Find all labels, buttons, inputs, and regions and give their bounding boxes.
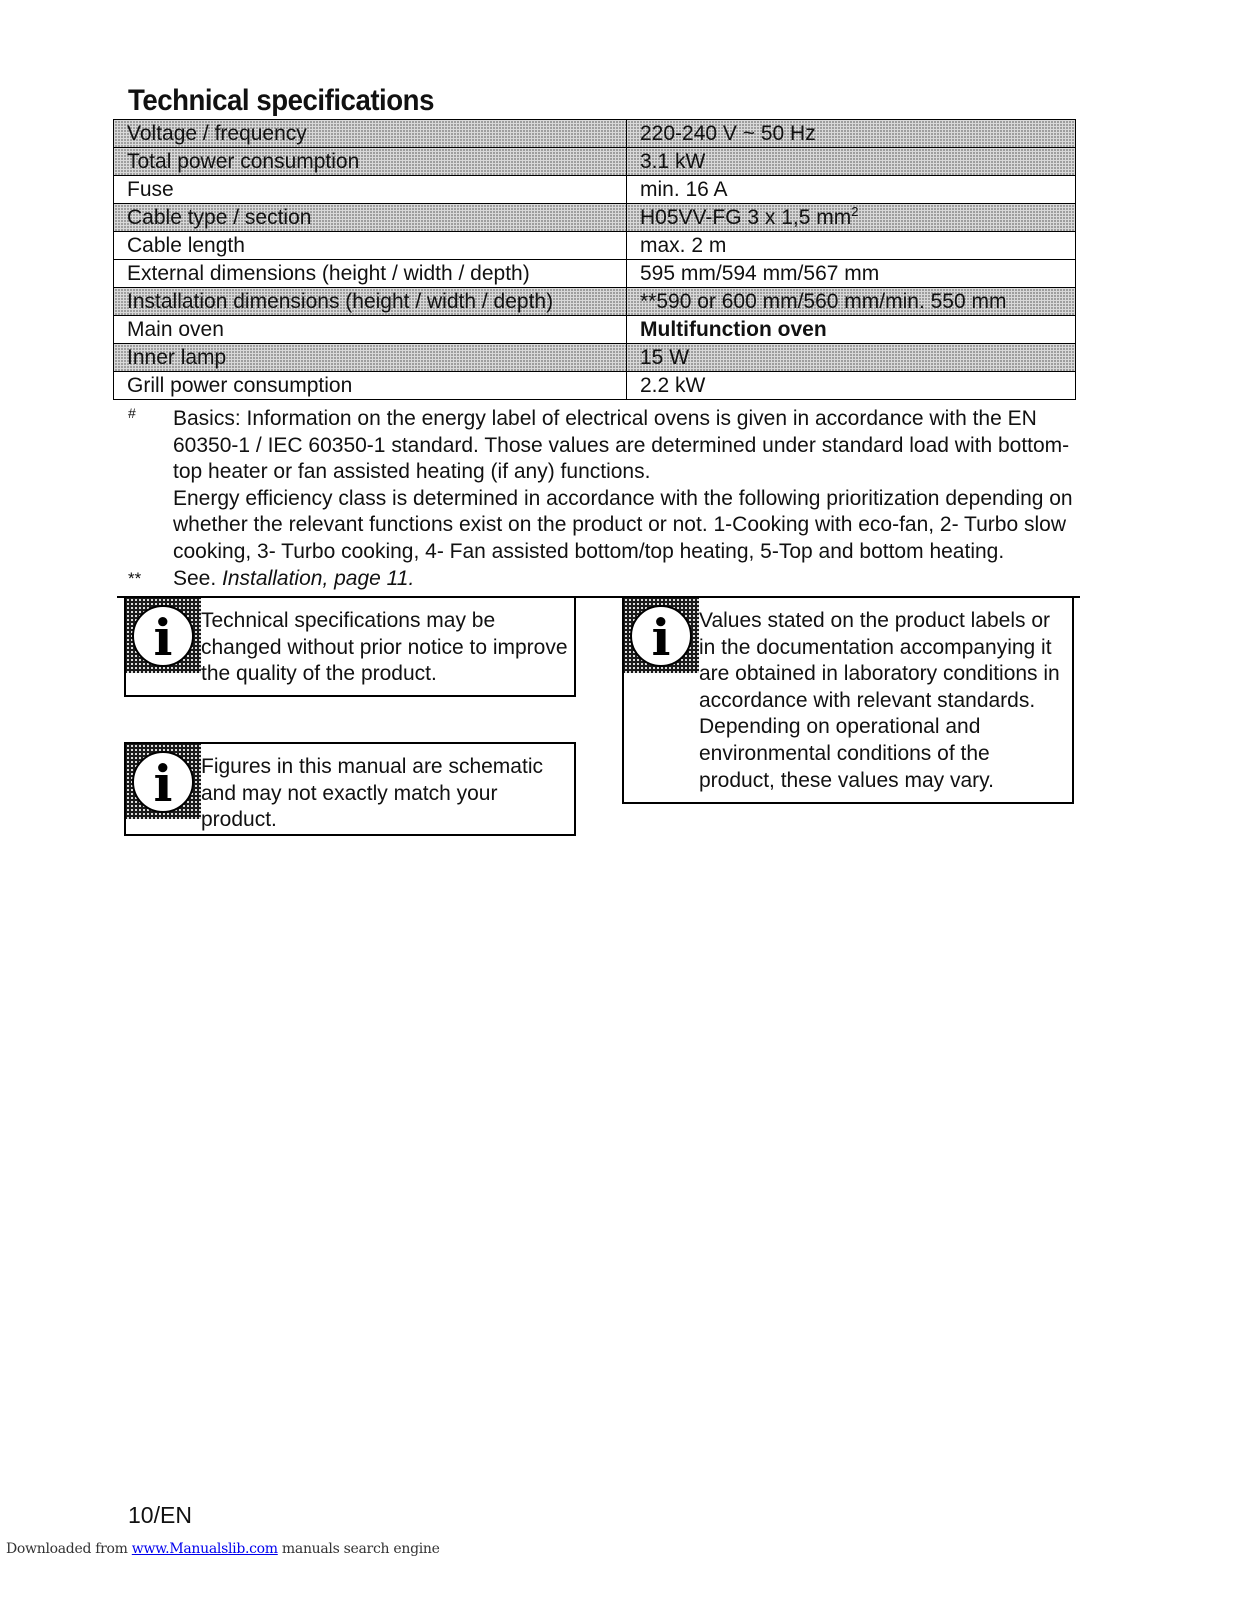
info-icon: i	[126, 598, 201, 673]
spec-label: Cable type / section	[114, 204, 627, 232]
footnote-star-prefix: See.	[173, 566, 223, 590]
superscript: 2	[851, 204, 859, 219]
info-box-text: Figures in this manual are schematic and may not exactly match your product.	[201, 755, 543, 832]
spec-row	[114, 232, 1076, 260]
download-footer	[6, 1541, 440, 1557]
info-box-text: Technical specifications may be changed without prior notice to improve the quality of the product.	[201, 609, 568, 686]
info-box-spec-changes	[124, 596, 576, 697]
info-box-text: Values stated on the product labels or in the documentation accompanying it are obtained in laboratory conditions in accordance with relevant standards. Depending on operational and environmental conditions of the product, these values may vary.	[699, 609, 1060, 792]
spec-row	[114, 372, 1076, 400]
spec-label: Grill power consumption	[114, 372, 627, 400]
spec-value: 3.1 kW	[627, 148, 1076, 176]
footnote-stars	[128, 566, 1078, 593]
spec-value: 2.2 kW	[627, 372, 1076, 400]
hash-mark: #	[128, 405, 136, 421]
spec-value: 595 mm/594 mm/567 mm	[627, 260, 1076, 288]
spec-value: **590 or 600 mm/560 mm/min. 550 mm	[627, 288, 1076, 316]
info-icon: i	[624, 598, 699, 673]
spec-value	[627, 204, 1076, 232]
spec-label: Cable length	[114, 232, 627, 260]
spec-row	[114, 288, 1076, 316]
spec-value: 220-240 V ~ 50 Hz	[627, 120, 1076, 148]
spec-label: Installation dimensions (height / width / depth)	[114, 288, 627, 316]
info-box-values	[622, 596, 1074, 804]
page-number: 10/EN	[128, 1502, 192, 1528]
star-mark: **	[128, 568, 142, 588]
spec-value: Multifunction oven	[627, 316, 1076, 344]
footnote-hash	[128, 406, 1078, 566]
spec-value: min. 16 A	[627, 176, 1076, 204]
spec-label: External dimensions (height / width / depth)	[114, 260, 627, 288]
spec-row	[114, 204, 1076, 232]
manualslib-link[interactable]: www.Manualslib.com	[131, 1541, 278, 1557]
footnote-hash-para2: Energy efficiency class is determined in accordance with the following prioritization depending on whether the relevant functions exist on the product or not. 1-Cooking with eco-fan, 2- Turbo slow cooking, 3- Turbo cooking, 4- Fan assisted bottom/top heating, 5-Top and bottom heating.	[173, 486, 1073, 563]
info-icon: i	[126, 744, 201, 819]
spec-value: max. 2 m	[627, 232, 1076, 260]
page-title: Technical specifications	[128, 84, 434, 117]
footer-prefix: Downloaded from	[6, 1541, 132, 1557]
spec-label: Inner lamp	[114, 344, 627, 372]
spec-table	[113, 119, 1076, 400]
spec-row	[114, 344, 1076, 372]
spec-row	[114, 148, 1076, 176]
footnote-hash-para1: Basics: Information on the energy label of electrical ovens is given in accordance with the EN 60350-1 / IEC 60350-1 standard. Those values are determined under standard load with bottom-top heater or fan assisted heating (if any) functions.	[173, 407, 1070, 484]
spec-value-text: H05VV-FG 3 x 1,5 mm	[640, 206, 852, 229]
footer-suffix: manuals search engine	[277, 1541, 440, 1557]
spec-label: Total power consumption	[114, 148, 627, 176]
footnotes	[128, 406, 1078, 592]
spec-label: Voltage / frequency	[114, 120, 627, 148]
spec-row	[114, 176, 1076, 204]
spec-label: Main oven	[114, 316, 627, 344]
spec-value: 15 W	[627, 344, 1076, 372]
spec-row	[114, 260, 1076, 288]
spec-row	[114, 120, 1076, 148]
info-box-figures	[124, 742, 576, 836]
spec-row	[114, 316, 1076, 344]
spec-label: Fuse	[114, 176, 627, 204]
installation-page-reference: Installation, page 11.	[222, 566, 415, 590]
